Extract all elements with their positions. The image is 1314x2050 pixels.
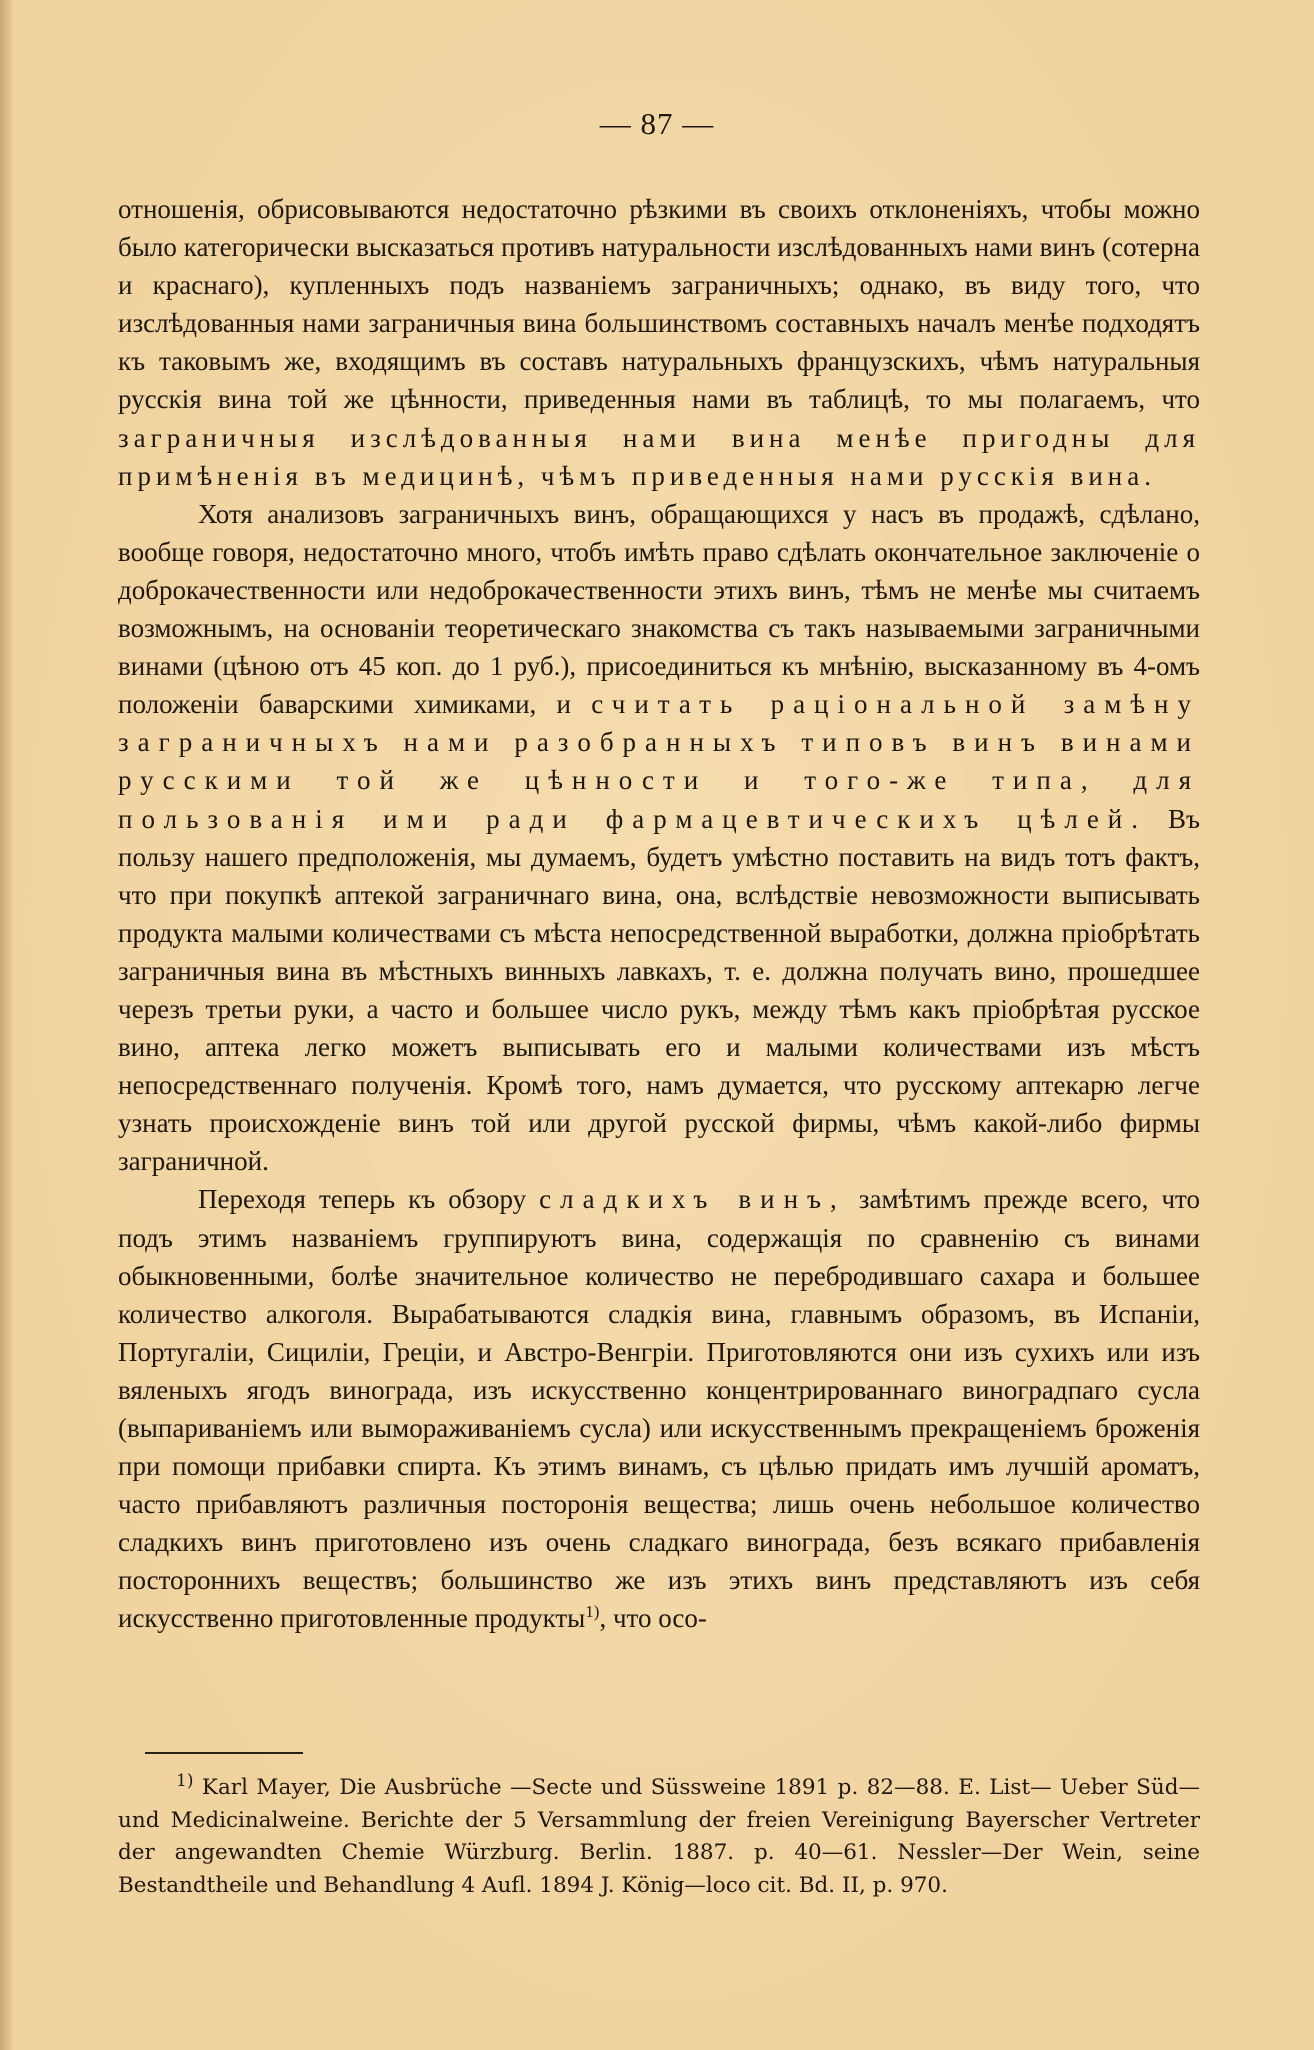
paragraph-3	[118, 1180, 1200, 1637]
paragraph-2-emphasis: считать раціональной замѣну заграничныхъ нами разобранныхъ типовъ винъ винами русскими той же цѣнности и того-же типа, для пользованія ими ради фармацевтическихъ цѣлей.	[118, 689, 1200, 834]
footnote-divider	[145, 1752, 303, 1754]
paragraph-3-text-c: , что осо-	[599, 1603, 707, 1634]
footnote-text: Karl Mayer, Die Ausbrüche —Secte und Süssweine 1891 p. 82—88. E. List— Ueber Süd—und Medicinalweine. Berichte der 5 Versammlung der freien Vereinigung Bayerscher Vertreter der angewandten Chemie Würzburg. Berlin. 1887. p. 40—61. Nessler—Der Wein, seine Bestandtheile und Behandlung 4 Aufl. 1894 J. König—loco cit. Bd. II, p. 970.	[118, 1775, 1200, 1898]
footnote	[118, 1772, 1200, 1902]
page-edge-shadow	[0, 0, 14, 2050]
paragraph-2-text-b: Въ пользу нашего предположенія, мы думаемъ, будетъ умѣстно поставить на видъ тотъ фактъ, что при покупкѣ аптекой заграничнаго вина, она, вслѣдствіе невозможности выписывать продукта малыми количествами съ мѣста непосредственной выработки, должна пріобрѣтать заграничныя вина въ мѣстныхъ винныхъ лавкахъ, т. е. должна получать вино, прошедшее черезъ третьи руки, а часто и большее число рукъ, между тѣмъ какъ пріобрѣтая русское вино, аптека легко можетъ выписывать его и малыми количествами изъ мѣстъ непосредственнаго полученія. Кромѣ того, намъ думается, что русскому аптекарю легче узнать происхожденіе винъ той или другой русской фирмы, чѣмъ какой-либо фирмы заграничной.	[118, 803, 1200, 1177]
paragraph-3-text-b: замѣтимъ прежде всего, что подъ этимъ названіемъ группируютъ вина, содержащія по сравненію съ винами обыкновенными, болѣе значительное количество не перебродившаго сахара и большее количество алкоголя. Вырабатываются сладкія вина, главнымъ образомъ, въ Испаніи, Португаліи, Сициліи, Греціи, и Австро-Венгріи. Приготовляются они изъ сухихъ или изъ вяленыхъ ягодъ винограда, изъ искусственно концентрированнаго виноградпаго сусла (выпариваніемъ или вымораживаніемъ сусла) или искусственнымъ прекращеніемъ броженія при помощи прибавки спирта. Къ этимъ винамъ, съ цѣлью придать имъ лучшій ароматъ, часто прибавляютъ различныя посторонія вещества; лишь очень небольшое количество сладкихъ винъ приготовлено изъ очень сладкаго винограда, безъ всякаго прибавленія постороннихъ веществъ; большинство же изъ этихъ винъ представляютъ изъ себя искусственно приготовленные продукты	[118, 1184, 1200, 1634]
footnote-marker: 1)	[176, 1770, 194, 1791]
page-number: — 87 —	[599, 106, 715, 141]
paragraph-1	[118, 190, 1200, 495]
body-text	[118, 190, 1200, 1638]
footnote-reference: 1)	[585, 1602, 600, 1622]
paragraph-3-text-a: Переходя теперь къ обзору	[198, 1184, 540, 1215]
paragraph-2	[118, 495, 1200, 1181]
paragraph-1-emphasis: заграничныя изслѣдованныя нами вина менѣе пригодны для примѣненія въ медицинѣ, чѣмъ приведенныя нами русскія вина.	[118, 422, 1200, 491]
paragraph-3-emphasis: сладкихъ винъ,	[539, 1184, 846, 1215]
paragraph-1-text: отношенія, обрисовываются недостаточно рѣзкими въ своихъ отклоненіяхъ, чтобы можно было категорически высказаться противъ натуральности изслѣдованныхъ нами винъ (сотерна и краснаго), купленныхъ подъ названіемъ заграничныхъ; однако, въ виду того, что изслѣдованныя нами заграничныя вина большинствомъ составныхъ началъ менѣе подходятъ къ таковымъ же, входящимъ въ составъ натуральныхъ французскихъ, чѣмъ натуральныя русскія вина той же цѣнности, приведенныя нами въ таблицѣ, то мы полагаемъ, что	[118, 194, 1200, 415]
paragraph-2-text-a: Хотя анализовъ заграничныхъ винъ, обращающихся у насъ въ продажѣ, сдѣлано, вообще говоря, недостаточно много, чтобъ имѣть право сдѣлать окончательное заключеніе о доброкачественности или недоброкачественности этихъ винъ, тѣмъ не менѣе мы считаемъ возможнымъ, на основаніи теоретическаго знакомства съ такъ называемыми заграничными винами (цѣною отъ 45 коп. до 1 руб.), присоединиться къ мнѣнію, высказанному въ 4-омъ положеніи баварскими химиками, и	[118, 498, 1200, 720]
